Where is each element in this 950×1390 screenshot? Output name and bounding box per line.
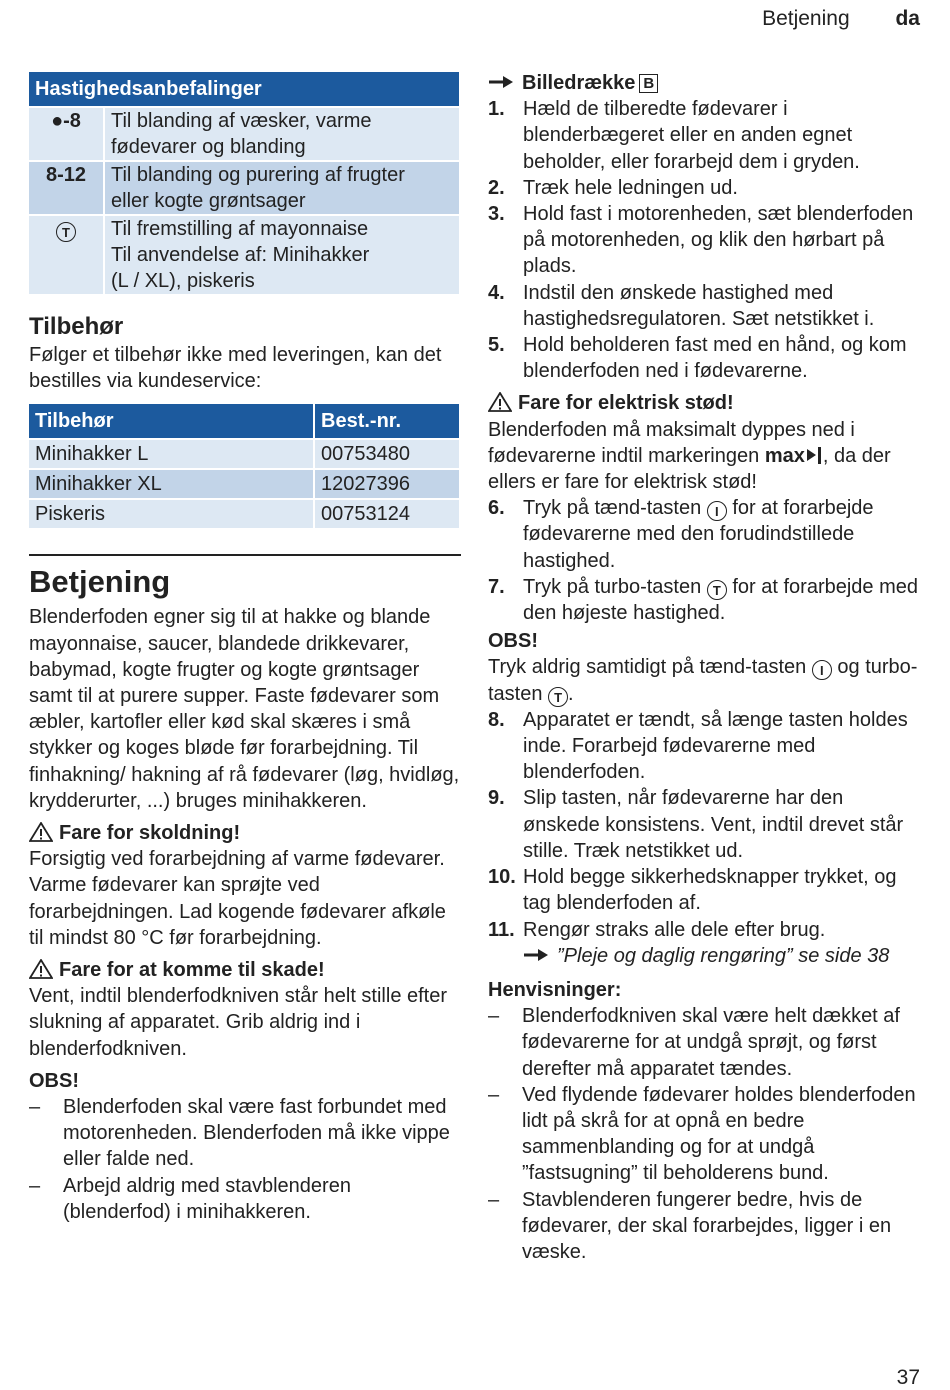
steps-list-2 bbox=[488, 495, 920, 626]
notes-list bbox=[488, 1003, 920, 1265]
accessories-table bbox=[27, 402, 461, 530]
list-item: 3. Hold fast i motorenheden, sæt blenderfoden på motorenheden, og klik den hørbart på plads. bbox=[488, 203, 914, 278]
list-item: 2. Træk hele ledningen ud. bbox=[488, 176, 738, 199]
obs-heading: OBS! bbox=[29, 1069, 79, 1092]
speed-key: 8-12 bbox=[29, 162, 103, 214]
table-row: Piskeris 00753124 bbox=[29, 500, 459, 528]
warning-scald: Fare for skoldning! bbox=[29, 820, 461, 846]
list-item: – Ved flydende fødevarer holdes blenderfoden lidt på skrå for at opnå en bedre sammenblanding og for at undgå ”fastsugning” til beholderens bund. bbox=[488, 1083, 916, 1185]
power-icon: I bbox=[707, 501, 727, 521]
table-row: Minihakker XL 12027396 bbox=[29, 470, 459, 498]
image-sequence: Billedrække B bbox=[488, 70, 920, 96]
list-item: 4. Indstil den ønskede hastighed med hastighedsregulatoren. Sæt netstikket i. bbox=[488, 281, 875, 330]
turbo-icon: T bbox=[548, 687, 568, 707]
accessories-col-name: Tilbehør bbox=[29, 404, 313, 438]
speed-desc: Til blanding og purering af frugter eller kogte grøntsager bbox=[105, 162, 459, 214]
list-item: 8. Apparatet er tændt, så længe tasten holdes inde. Forarbejd fødevarerne med blenderfoden. bbox=[488, 708, 908, 784]
warning-icon bbox=[488, 392, 512, 412]
section-divider bbox=[29, 554, 461, 556]
left-column bbox=[29, 70, 461, 1225]
max-marker-icon bbox=[805, 446, 823, 464]
header-section: Betjening bbox=[762, 7, 850, 30]
steps-list-3 bbox=[488, 707, 920, 969]
table-row bbox=[29, 216, 459, 294]
turbo-icon: T bbox=[707, 580, 727, 600]
power-icon: I bbox=[812, 660, 832, 680]
arrow-right-icon bbox=[488, 74, 516, 90]
list-item: – Blenderfoden skal være fast forbundet med motorenheden. Blenderfoden må ikke vippe eller falde ned. bbox=[29, 1096, 450, 1171]
list-item: – Blenderfodkniven skal være helt dækket af fødevarerne for at undgå sprøjt, og først derefter må apparatet tændes. bbox=[488, 1005, 900, 1080]
steps-list-1 bbox=[488, 96, 920, 384]
list-item: 11. Rengør straks alle dele efter brug. ”Pleje og daglig rengøring” se side 38 bbox=[488, 918, 890, 967]
speed-table bbox=[27, 70, 461, 296]
header-language: da bbox=[895, 7, 920, 30]
page-number: 37 bbox=[896, 1366, 920, 1389]
list-item: – Stavblenderen fungerer bedre, hvis de fødevarer, der skal forarbejdes, ligger i en væske. bbox=[488, 1188, 892, 1263]
page-header bbox=[762, 7, 920, 31]
list-item: 5. Hold beholderen fast med en hånd, og kom blenderfoden ned i fødevarerne. bbox=[488, 334, 907, 383]
speed-table-heading: Hastighedsanbefalinger bbox=[29, 72, 459, 106]
obs-heading: OBS! bbox=[488, 630, 538, 653]
warning-shock: Fare for elektrisk stød! bbox=[488, 390, 920, 416]
list-item: 7. Tryk på turbo-tasten T for at forarbejde med den højeste hastighed. bbox=[488, 575, 919, 625]
speed-key: ●-8 bbox=[29, 108, 103, 160]
warning-injury-text: Vent, indtil blenderfodkniven står helt stille efter slukning af apparatet. Grib aldrig ind i blenderfodkniven. bbox=[29, 985, 448, 1060]
speed-key bbox=[29, 216, 103, 294]
list-item: 9. Slip tasten, når fødevarerne har den ønskede konsistens. Vent, indtil drevet står stille. Træk netstikket ud. bbox=[488, 787, 904, 862]
list-item: 10. Hold begge sikkerhedsknapper trykket, og tag blenderfoden af. bbox=[488, 866, 897, 915]
cross-reference: ”Pleje og daglig rengøring” se side 38 bbox=[557, 944, 890, 967]
speed-desc: Til fremstilling af mayonnaise Til anvendelse af: Minihakker (L / XL), piskeris bbox=[105, 216, 459, 294]
obs-list bbox=[29, 1094, 461, 1225]
obs-text: Tryk aldrig samtidigt på tænd-tasten I og turbo-tasten T . bbox=[488, 656, 918, 705]
warning-scald-text: Forsigtig ved forarbejdning af varme fødevarer. Varme fødevarer kan sprøjte ved forarbejdningen. Lad kogende fødevarer afkøle til mindst 80 °C før forarbejdning. bbox=[29, 848, 446, 949]
max-marking: max bbox=[764, 444, 805, 467]
warning-icon bbox=[29, 959, 53, 979]
turbo-icon: T bbox=[56, 222, 76, 242]
warning-shock-text: Blenderfoden må maksimalt dyppes ned i fødevarerne indtil markeringen max , da der ellers er fare for elektrisk stød! bbox=[488, 418, 891, 494]
table-row bbox=[29, 162, 459, 214]
table-row: Minihakker L 00753480 bbox=[29, 440, 459, 468]
list-item: 6. Tryk på tænd-tasten I for at forarbejde fødevarerne med den forudindstillede hastighed. bbox=[488, 497, 874, 572]
accessories-intro: Følger et tilbehør ikke med leveringen, kan det bestilles via kundeservice: bbox=[29, 344, 442, 393]
list-item: – Arbejd aldrig med stavblenderen (blenderfod) i minihakkeren. bbox=[29, 1174, 351, 1223]
warning-icon bbox=[29, 822, 53, 842]
table-row bbox=[29, 108, 459, 160]
sequence-letter: B bbox=[639, 74, 658, 93]
speed-desc: Til blanding af væsker, varme fødevarer og blanding bbox=[105, 108, 459, 160]
list-item: 1. Hæld de tilberedte fødevarer i blenderbægeret eller en anden egnet beholder, eller forarbejd dem i gryden. bbox=[488, 98, 860, 173]
notes-heading: Henvisninger: bbox=[488, 978, 622, 1001]
operation-intro: Blenderfoden egner sig til at hakke og blande mayonnaise, saucer, blandede drikkevarer, babymad, kogte frugter og kogte grøntsager samt til at purere supper. Faste fødevarer som æbler, kartofler eller kød skal skæres i små stykker og koges bløde før forarbejdning. Til finhakning/ hakning af rå fødevarer (løg, hvidløg, krydderurter, ...) bruges minihakkeren. bbox=[29, 606, 460, 812]
accessories-col-nr: Best.-nr. bbox=[315, 404, 459, 438]
page-title: Betjening bbox=[29, 564, 171, 600]
warning-injury: Fare for at komme til skade! bbox=[29, 957, 461, 983]
accessories-title: Tilbehør bbox=[29, 313, 124, 340]
right-column bbox=[488, 70, 920, 1265]
arrow-right-icon bbox=[523, 947, 551, 963]
